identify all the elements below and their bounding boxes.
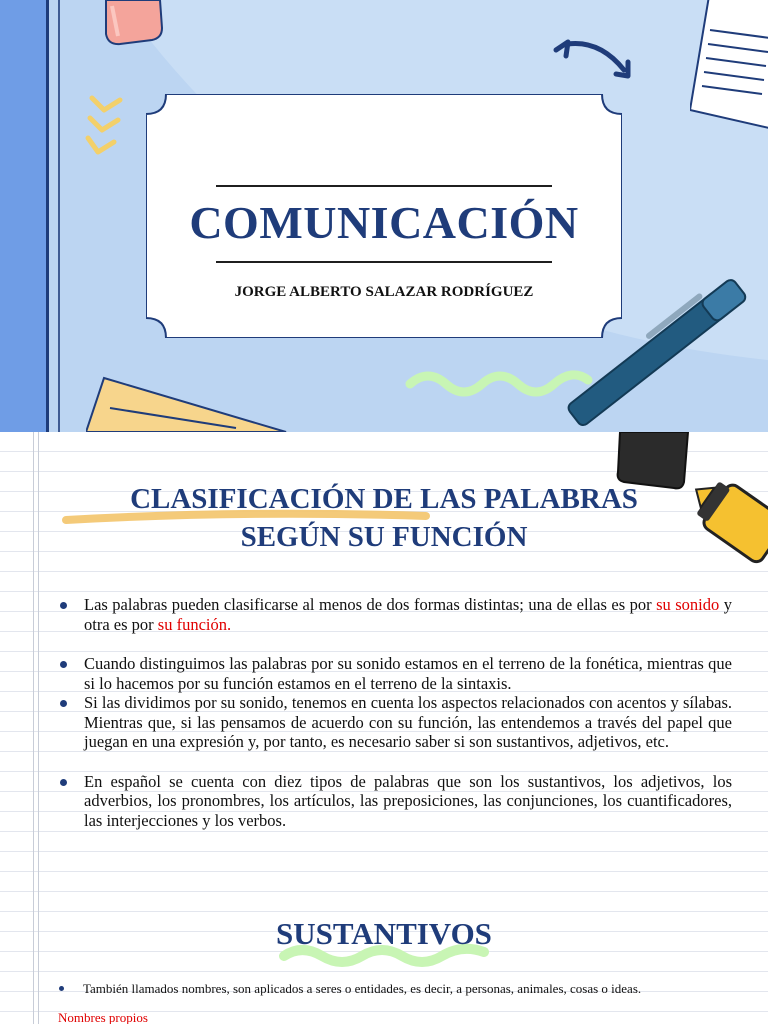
subsection-label: Nombres propios (58, 1010, 148, 1024)
section-title: SUSTANTIVOS (276, 916, 492, 951)
content-slide (0, 432, 768, 1024)
author-name: JORGE ALBERTO SALAZAR RODRÍGUEZ (234, 284, 534, 300)
double-arrow-icon (550, 30, 640, 90)
paper-sheet-icon (690, 0, 768, 130)
chevron-doodle-icon (84, 94, 132, 164)
bullet-text: y otra es por (84, 595, 733, 634)
notebook-margin-line (38, 432, 39, 1024)
list-item: En español se cuenta con diez tipos de palabras que son los sustantivos, los adjetivos, los adverbios, los pronombres, los artículos, las preposiciones, las conjunciones, los cuantificadores, las interjecciones y los verbos. (60, 772, 732, 831)
list-item: Si las dividimos por su sonido, tenemos en cuenta los aspectos relacionados con acentos y sílabas. Mientras que, si las pensamos de acuerdo con su función, las entendemos a través del papel que juegan en una expresión y, por tanto, es necesario saber si son sustantivos, adjetivos, etc. (60, 693, 732, 752)
squiggle-icon (404, 366, 594, 402)
heading-line-2: SEGÚN SU FUNCIÓN (240, 521, 528, 553)
sticky-note-icon (86, 372, 306, 432)
eraser-icon (98, 0, 168, 50)
bullet-text: Las palabras pueden clasificarse al menos de dos formas distintas; una de ellas es por (84, 595, 657, 614)
heading-line-1: CLASIFICACIÓN DE LAS PALABRAS (130, 483, 638, 515)
list-item (60, 595, 732, 634)
list-item: También llamados nombres, son aplicados a seres o entidades, es decir, a personas, animales, cosas o ideas. (57, 981, 737, 997)
title-slide (0, 0, 768, 432)
slide-title: COMUNICACIÓN (189, 197, 579, 248)
bullet-list (60, 595, 732, 830)
spine-line (46, 0, 49, 432)
notebook-spine (0, 0, 46, 432)
notebook-margin-line (33, 432, 34, 1024)
highlight-term: su sonido (656, 595, 720, 614)
highlight-term: su función. (157, 614, 232, 634)
section-heading (70, 480, 698, 556)
list-item: Cuando distinguimos las palabras por su sonido estamos en el terreno de la fonética, mientras que si lo hacemos por su función estamos en el terreno de la sintaxis. (60, 654, 732, 693)
